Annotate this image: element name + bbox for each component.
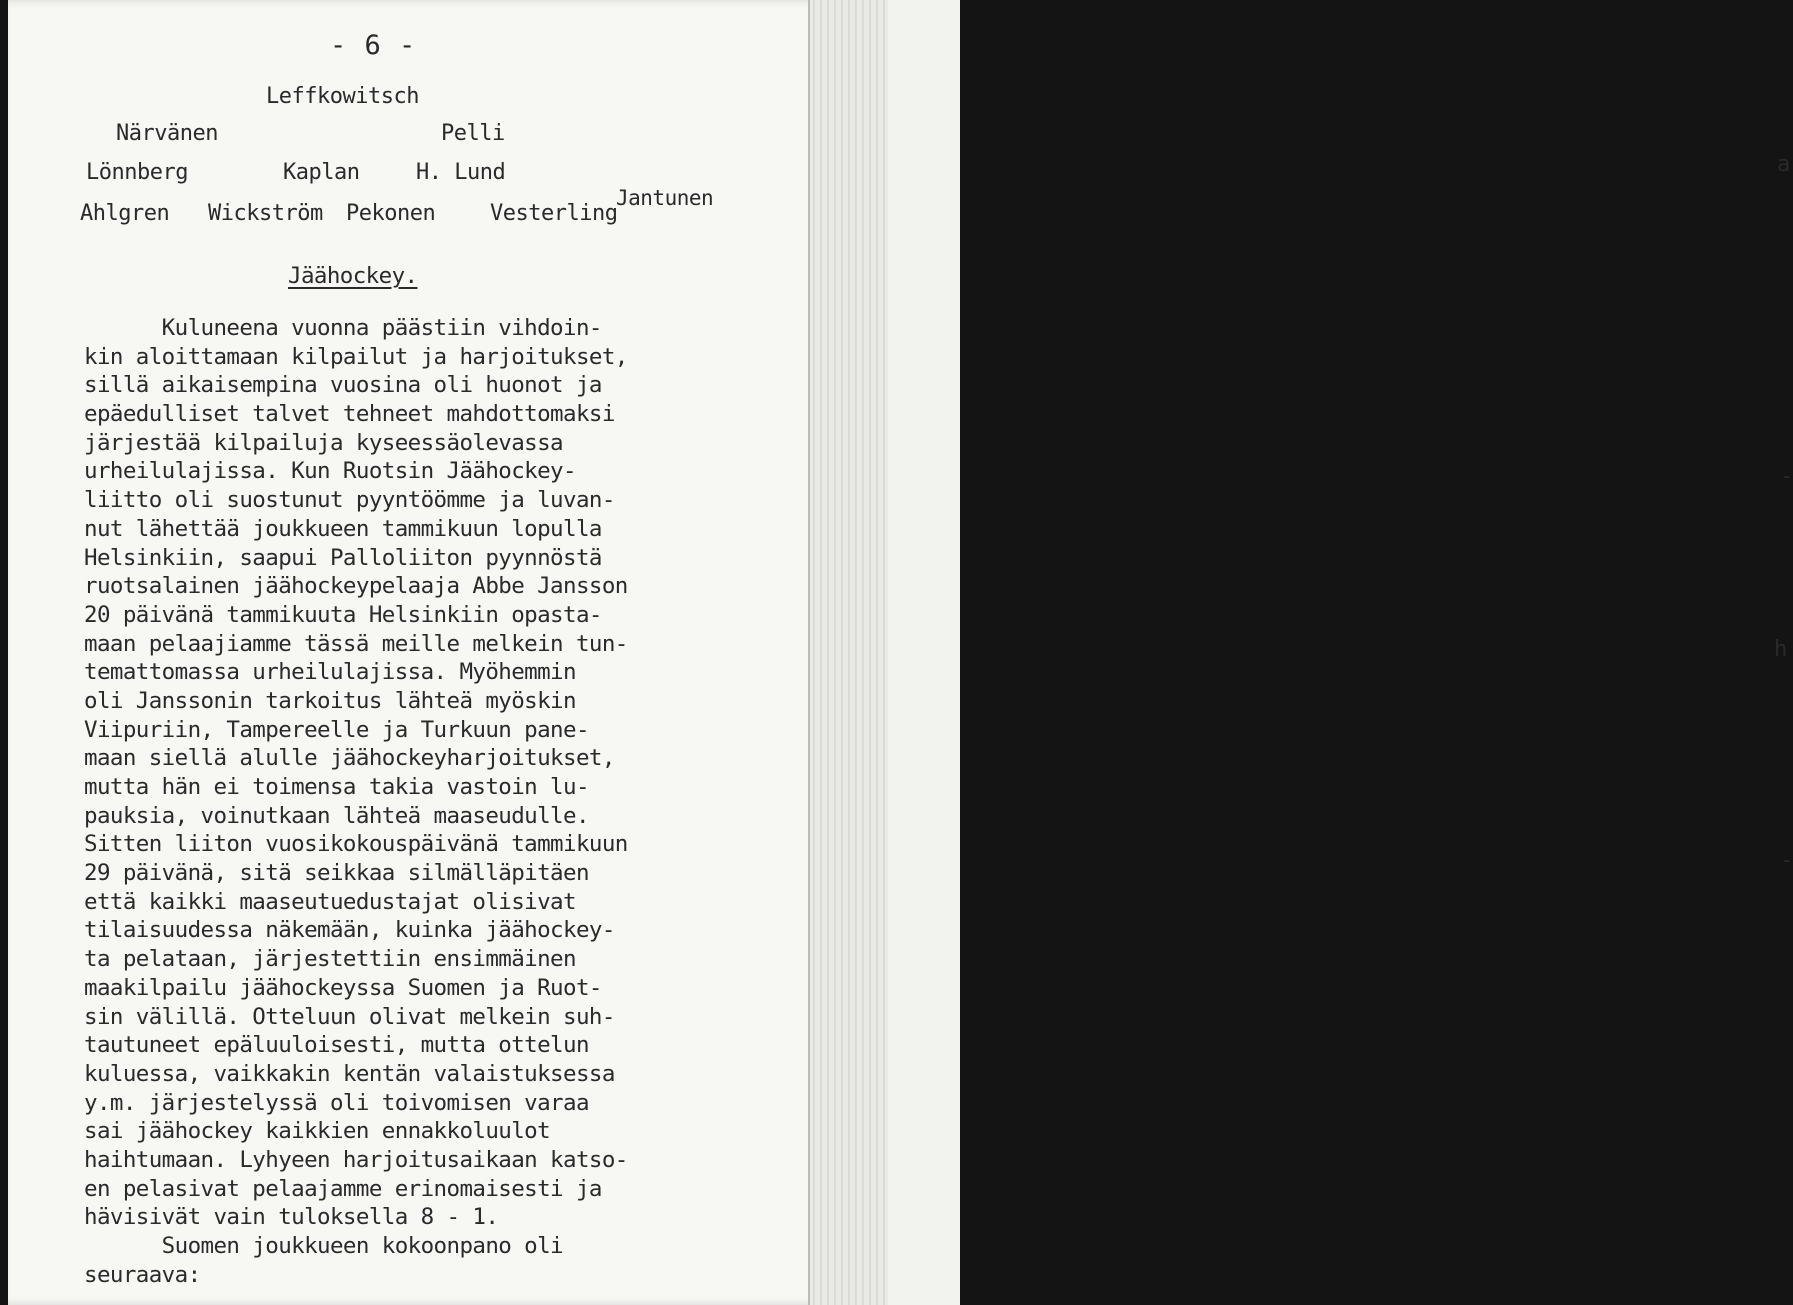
body-line: että kaikki maaseutuedustajat olisivat (84, 888, 576, 915)
body-line: urheilulajissa. Kun Ruotsin Jäähockey- (84, 458, 576, 485)
lineup-half: Kaplan (283, 160, 360, 185)
body-line: nut lähettää joukkueen tammikuun lopulla (84, 515, 602, 542)
adjacent-page-glyph: - (1780, 464, 1793, 489)
body-line: temattomassa urheilulajissa. Myöhemmin (84, 659, 576, 686)
body-text (84, 314, 784, 1289)
lineup-half: Lönnberg (86, 160, 188, 185)
body-line: epäedulliset talvet tehneet mahdottomaksi (84, 401, 615, 428)
lineup-defense-left: Närvänen (116, 121, 218, 146)
body-line: ta pelataan, järjestettiin ensimmäinen (84, 946, 576, 973)
body-line: kuluessa, vaikkakin kentän valaistuksessa (84, 1060, 615, 1087)
body-line: hävisivät vain tuloksella 8 - 1. (84, 1204, 499, 1231)
body-line: maan siellä alulle jäähockeyharjoitukset, (84, 745, 615, 772)
section-title: Jäähockey. (288, 263, 418, 289)
body-line: tautuneet epäluuloisesti, mutta ottelun (84, 1032, 589, 1059)
body-line: 20 päivänä tammikuuta Helsinkiin opasta- (84, 601, 602, 628)
adjacent-page-glyph: h (1774, 637, 1788, 662)
adjacent-page-glyph: a (1777, 152, 1791, 177)
body-line: Suomen joukkueen kokoonpano oli (84, 1233, 564, 1259)
body-line: Helsinkiin, saapui Palloliiton pyynnöstä (84, 544, 602, 571)
body-line: haihtumaan. Lyhyeen harjoitusaikaan katso- (84, 1146, 628, 1173)
body-line: pauksia, voinutkaan lähteä maaseudulle. (84, 802, 589, 829)
body-line: kin aloittamaan kilpailut ja harjoitukset, (84, 343, 628, 370)
adjacent-page (884, 0, 1793, 1305)
lineup-forward: Wickström (208, 201, 323, 226)
lineup-defense-right: Pelli (441, 121, 505, 146)
body-line: sillä aikaisempina vuosina oli huonot ja (84, 372, 602, 399)
body-line: Kuluneena vuonna päästiin vihdoin- (84, 315, 602, 341)
body-line: mutta hän ei toimensa takia vastoin lu- (84, 774, 589, 800)
body-line: y.m. järjestelyssä oli toivomisen varaa (84, 1089, 589, 1116)
body-line: oli Janssonin tarkoitus lähteä myöskin (84, 687, 576, 714)
body-line: seuraava: (84, 1261, 201, 1288)
body-line: Viipuriin, Tampereelle ja Turkuun pane- (84, 716, 589, 743)
lineup-forward: Pekonen (346, 201, 436, 226)
adjacent-page-glyph: - (1780, 848, 1793, 873)
page-number: - 6 - (330, 30, 417, 61)
body-line: 29 päivänä, sitä seikkaa silmälläpitäen (84, 860, 589, 887)
lineup-forward: Ahlgren (80, 201, 170, 226)
body-line: liitto oli suostunut pyyntöömme ja luvan- (84, 487, 615, 514)
document-page (8, 0, 880, 1305)
body-line: tilaisuudessa näkemään, kuinka jäähockey- (84, 917, 615, 944)
body-line: järjestää kilpailuja kyseessäolevassa (84, 429, 564, 456)
lineup-forward-overtyped: Jantunen (616, 186, 714, 210)
body-line: Sitten liiton vuosikokouspäivänä tammikuun (84, 831, 628, 858)
body-line: sin välillä. Otteluun olivat melkein suh- (84, 1003, 615, 1030)
lineup-forward: Vesterling (490, 201, 618, 226)
page-edge-stack (808, 0, 888, 1305)
body-line: maan pelaajiamme tässä meille melkein tun- (84, 630, 628, 657)
body-line: maakilpailu jäähockeyssa Suomen ja Ruot- (84, 974, 602, 1001)
lineup-half: H. Lund (416, 160, 506, 185)
body-line: en pelasivat pelaajamme erinomaisesti ja (84, 1175, 602, 1202)
lineup-goalkeeper: Leffkowitsch (266, 84, 419, 109)
body-line: ruotsalainen jäähockeypelaaja Abbe Jansson (84, 573, 628, 600)
body-line: sai jäähockey kaikkien ennakkoluulot (84, 1118, 551, 1145)
